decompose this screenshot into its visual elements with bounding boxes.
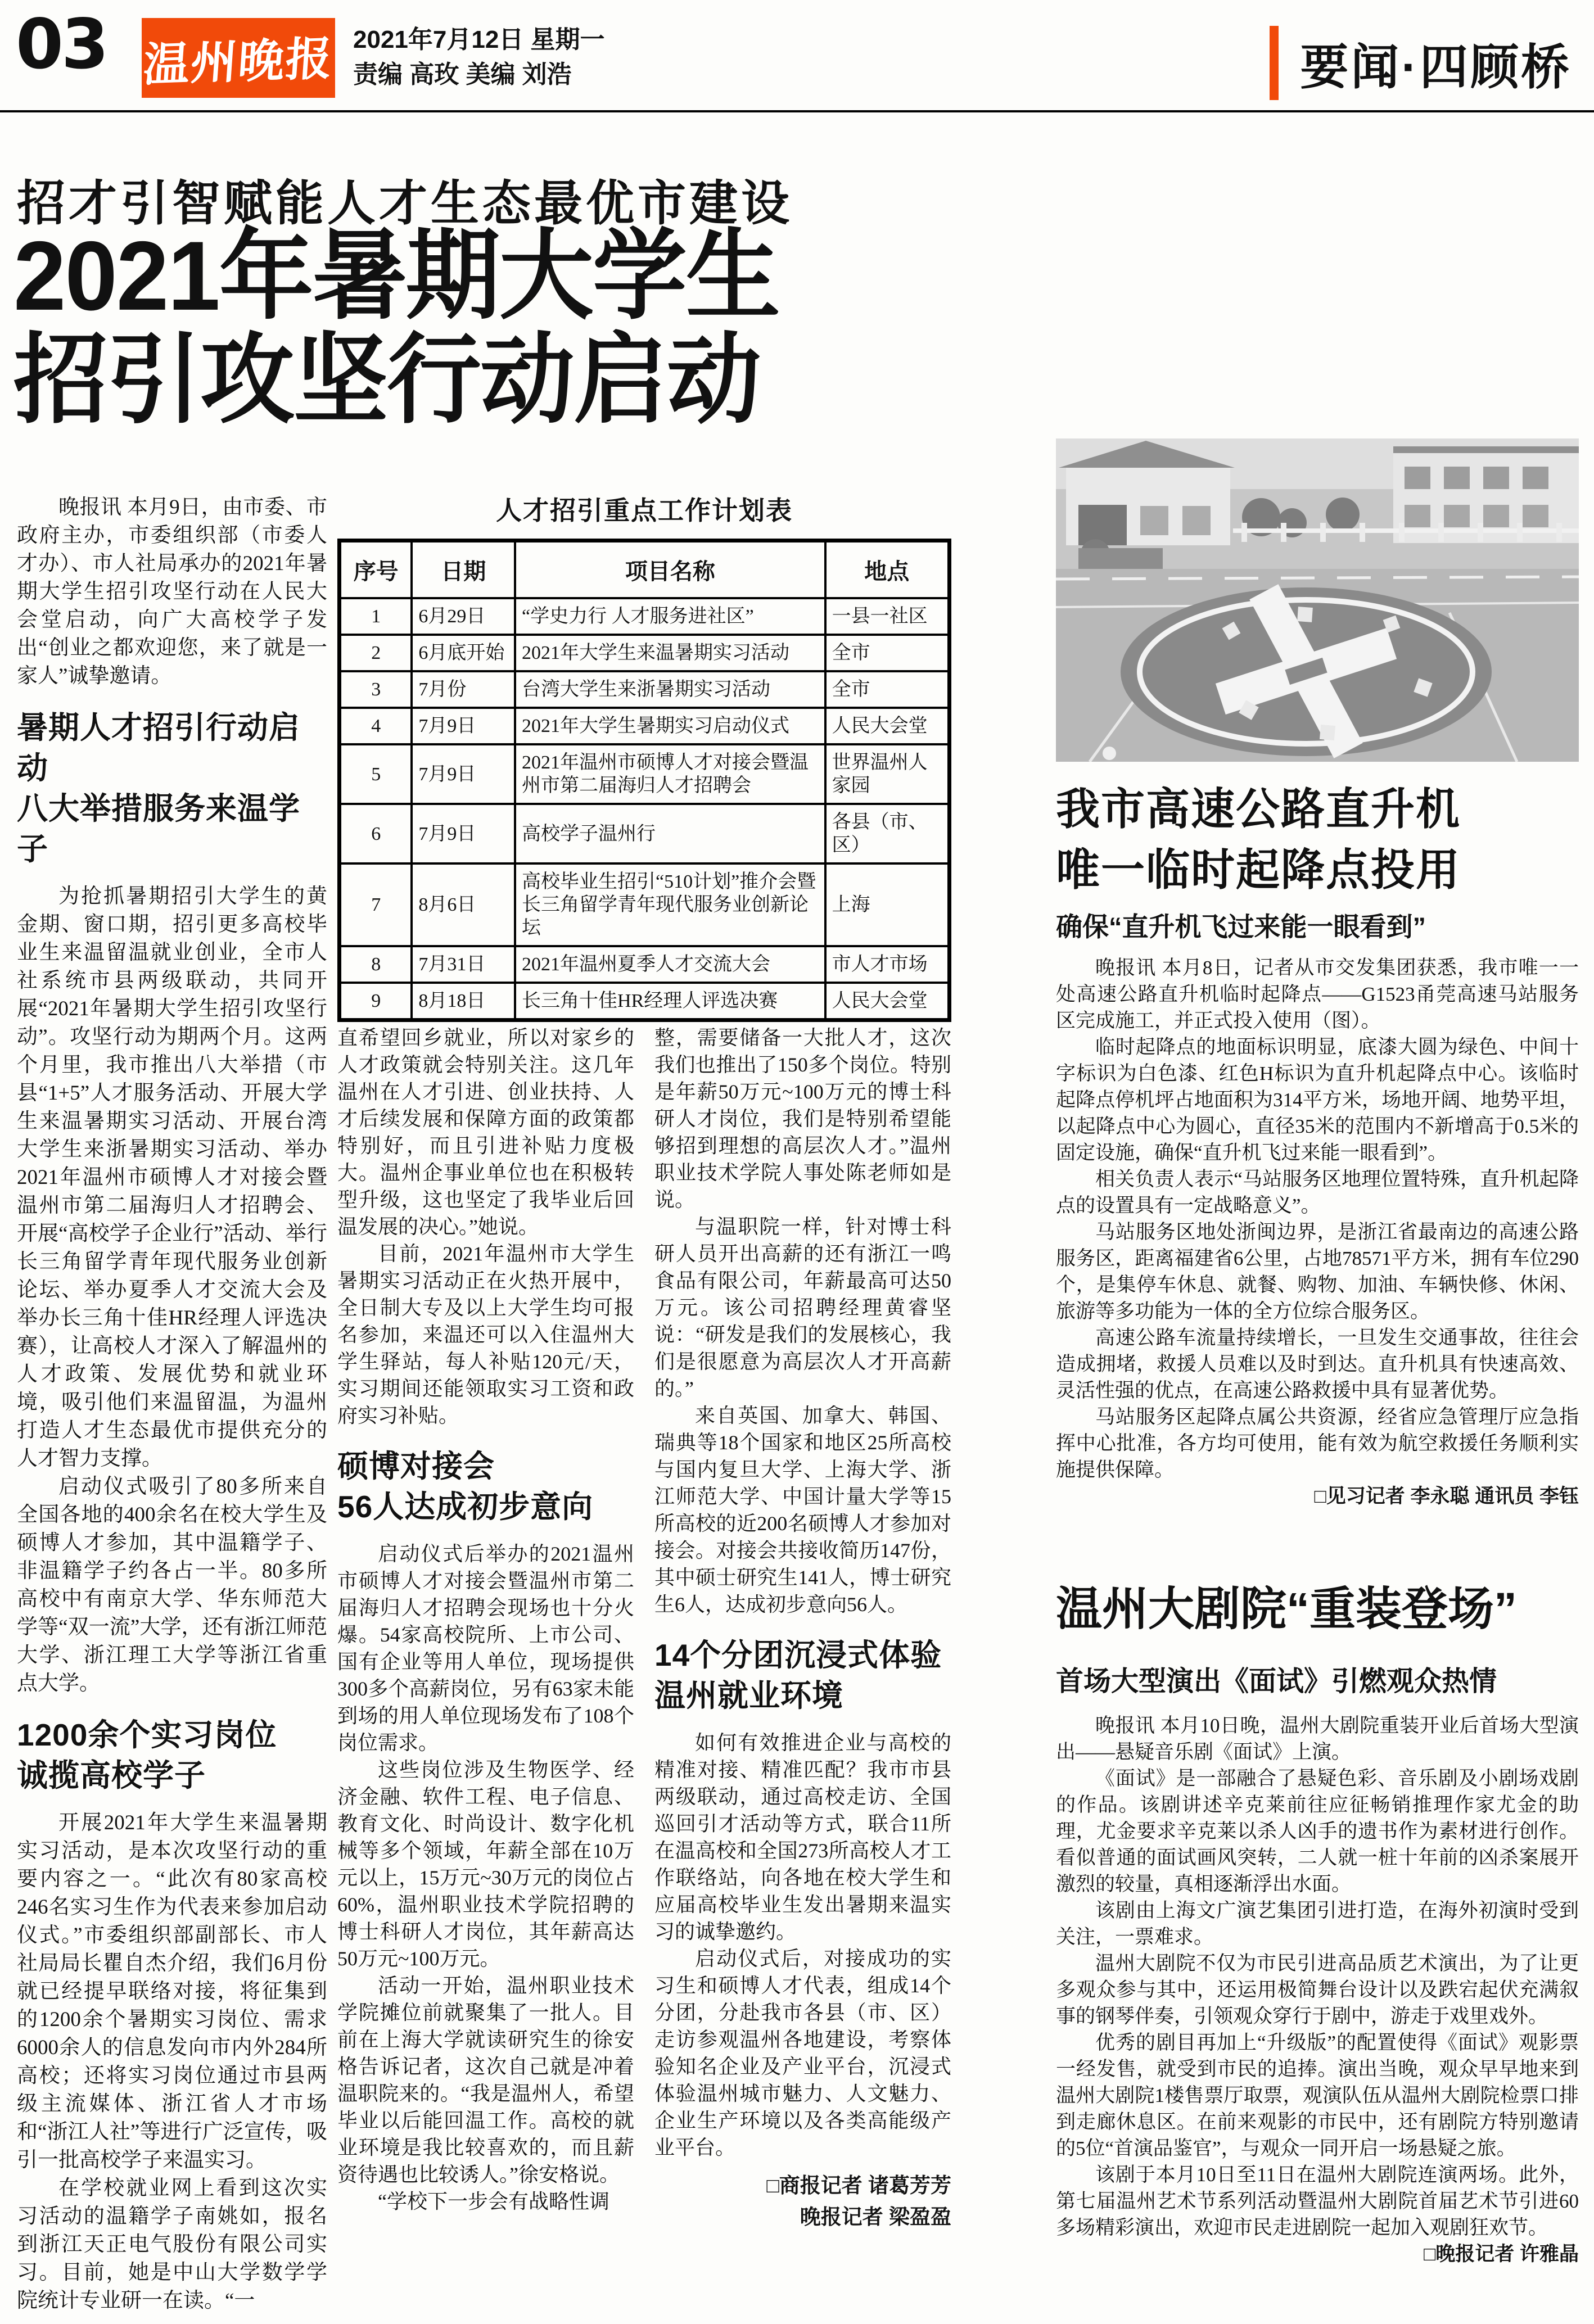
date-text: 2021年7月12日 星期一 <box>353 26 605 53</box>
plan-table-header <box>340 541 950 599</box>
table-cell: 高校毕业生招引“510计划”推介会暨长三角留学青年现代服务业创新论坛 <box>515 863 825 946</box>
theater-article-subhead: 首场大型演出《面试》引燃观众热情 <box>1056 1666 1497 1697</box>
page-number: 03 <box>16 4 107 84</box>
lead-headline-line1: 2021年暑期大学生 <box>13 220 779 331</box>
paragraph: 这些岗位涉及生物医学、经济金融、软件工程、电子信息、教育文化、时尚设计、数字化机械等多个领域，年薪全部在10万元以上，15万元~30万元的岗位占60%，温州职业技术学院招聘的博士科研人才岗位，其年薪高达50万元~100万元。 <box>337 1758 634 1970</box>
paragraph: 来自英国、加拿大、韩国、瑞典等18个国家和地区25所高校与国内复旦大学、上海大学、浙江师范大学、中国计量大学等15所高校的近200名硕博人才参加对接会。对接会共接收简历147份，其中硕士研究生141人，博士研究生6人，达成初步意向56人。 <box>654 1404 951 1616</box>
table-cell: 各县（市、区） <box>825 804 950 863</box>
table-row <box>340 598 950 635</box>
table-cell: 台湾大学生来浙暑期实习活动 <box>515 671 825 708</box>
heli-article-subhead: 确保“直升机飞过来能一眼看到” <box>1056 912 1426 942</box>
lead-column-3 <box>654 1024 951 2315</box>
column-header-name: 项目名称 <box>515 541 825 599</box>
helipad-photo <box>1056 438 1579 762</box>
table-cell: 人民大会堂 <box>825 983 950 1020</box>
paragraph: 晚报讯 本月8日，记者从市交发集团获悉，我市唯一一处高速公路直升机临时起降点——G1523甬莞高速马站服务区完成施工，并正式投入使用（图）。 <box>1056 957 1579 1032</box>
lead-subhead-2: 1200余个实习岗位 诚揽高校学子 <box>17 1717 277 1793</box>
lead-column-2 <box>337 1024 634 2315</box>
column-header-no: 序号 <box>340 541 412 599</box>
table-cell: 7月9日 <box>412 708 515 744</box>
table-cell: 1 <box>340 598 412 635</box>
table-row <box>340 804 950 863</box>
lead-kicker: 招才引智赋能人才生态最优市建设 <box>17 177 793 230</box>
table-cell: 全市 <box>825 671 950 708</box>
paragraph: 直希望回乡就业，所以对家乡的人才政策就会特别关注。这几年温州在人才引进、创业扶持、人才后续发展和保障方面的政策都特别好，而且引进补贴力度极大。温州企事业单位也在积极转型升级，这也坚定了我毕业后回温发展的决心。”她说。 <box>337 1027 634 1238</box>
table-cell: 8 <box>340 946 412 983</box>
paragraph: 临时起降点的地面标识明显，底漆大圆为绿色、中间十字标识为白色漆、红色H标识为直升机起降点中心。该临时起降点停机坪占地面积为314平方米，场地开阔、地势平坦，以起降点中心为圆心，直径35米的范围内不新增高于0.5米的固定设施，确保“直升机飞过来能一眼看到”。 <box>1056 1036 1579 1164</box>
table-cell: 9 <box>340 983 412 1020</box>
paragraph: 启动仪式吸引了80多所来自全国各地的400余名在校大学生及硕博人才参加，其中温籍学子、非温籍学子约各占一半。80多所高校中有南京大学、华东师范大学等“双一流”大学，还有浙江师范大学、浙江理工大学等浙江省重点大学。 <box>17 1475 327 1695</box>
editors-text: 责编 高玫 美编 刘浩 <box>353 61 572 88</box>
column-header-place: 地点 <box>825 541 950 599</box>
table-cell: 7月31日 <box>412 946 515 983</box>
table-cell: 8月6日 <box>412 863 515 946</box>
paragraph: 启动仪式后，对接成功的实习生和硕博人才代表，组成14个分团，分赴我市各县（市、区）走访参观温州各地建设，考察体验知名企业及产业平台，沉浸式体验温州城市魅力、人文魅力、企业生产环境以及各类高能级产业平台。 <box>654 1947 951 2159</box>
table-cell: 上海 <box>825 863 950 946</box>
table-cell: “学史力行 人才服务进社区” <box>515 598 825 635</box>
paragraph: 为抢抓暑期招引大学生的黄金期、窗口期，招引更多高校毕业生来温留温就业创业，全市人社系统市县两级联动，共同开展“2021年暑期大学生招引攻坚行动”。攻坚行动为期两个月。这两个月里，我市推出八大举措（市县“1+5”人才服务活动、开展大学生来温暑期实习活动、开展台湾大学生来浙暑期实习活动、举办2021年温州市硕博人才对接会暨温州市第二届海归人才招聘会、开展“高校学子企业行”活动、举行长三角留学青年现代服务业创新论坛、举办夏季人才交流大会及举办长三角十佳HR经理人评选决赛），让高校人才深入了解温州的人才政策、发展优势和就业环境，吸引他们来温留温，为温州打造人才生态最优市提供充分的人才智力支撑。 <box>17 885 327 1470</box>
paragraph: 马站服务区地处浙闽边界，是浙江省最南边的高速公路服务区，距离福建省6公里，占地78571平方米，拥有车位290个，是集停车休息、就餐、购物、加油、车辆快修、休闲、旅游等多功能为一体的全方位综合服务区。 <box>1056 1221 1579 1322</box>
paragraph: 整，需要储备一大批人才，这次我们也推出了150多个岗位。特别是年薪50万元~100万元的博士科研人才岗位，我们是特别希望能够招到理想的高层次人才。”温州职业技术学院人事处陈老师如是说。 <box>654 1027 951 1211</box>
table-cell: 一县一社区 <box>825 598 950 635</box>
table-cell: 6月底开始 <box>412 635 515 671</box>
table-cell: 长三角十佳HR经理人评选决赛 <box>515 983 825 1020</box>
paragraph: 优秀的剧目再加上“升级版”的配置使得《面试》观影票一经发售，就受到市民的追捧。演出当晚，观众早早地来到温州大剧院1楼售票厅取票，观演队伍从温州大剧院检票口排到走廊休息区。在前来观影的市民中，还有剧院方特别邀请的5位“首演品鉴官”，与观众一同开启一场悬疑之旅。 <box>1056 2032 1579 2159</box>
table-cell: 2021年温州市硕博人才对接会暨温州市第二届海归人才招聘会 <box>515 744 825 804</box>
table-cell: 高校学子温州行 <box>515 804 825 863</box>
paragraph: 开展2021年大学生来温暑期实习活动，是本次攻坚行动的重要内容之一。“此次有80家高校246名实习生作为代表来参加启动仪式。”市委组织部副部长、市人社局局长瞿自杰介绍，我们6月份就已经提早联络对接，将征集到的1200余个暑期实习岗位、需求6000余人的信息发向市内外284所高校；还将实习岗位通过市县两级主流媒体、浙江省人才市场和“浙江人社”等进行广泛宣传，吸引一批高校学子来温实习。 <box>17 1811 327 2172</box>
lead-subhead-3: 硕博对接会 56人达成初步意向 <box>337 1449 594 1524</box>
table-cell: 4 <box>340 708 412 744</box>
table-cell: 全市 <box>825 635 950 671</box>
paragraph: 与温职院一样，针对博士科研人员开出高薪的还有浙江一鸣食品有限公司，年薪最高可达50万元。该公司招聘经理黄睿坚说：“研发是我们的发展核心，我们是很愿意为高层次人才开高薪的。” <box>654 1215 951 1400</box>
heli-article-headline: 我市高速公路直升机 唯一临时起降点投用 <box>1056 784 1461 894</box>
paragraph: 晚报讯 本月10日晚，温州大剧院重装开业后首场大型演出——悬疑音乐剧《面试》上演。 <box>1056 1715 1579 1763</box>
paragraph: 相关负责人表示“马站服务区地理位置特殊，直升机起降点的设置具有一定战略意义”。 <box>1056 1168 1579 1217</box>
lead-byline: □商报记者 诸葛芳芳 晚报记者 梁盈盈 <box>766 2174 951 2228</box>
paragraph: 晚报讯 本月9日，由市委、市政府主办，市委组织部（市委人才办）、市人社局承办的2021年暑期大学生招引攻坚行动在人民大会堂启动，向广大高校学子发出“创业之都欢迎您，来了就是一家人”诚挚邀请。 <box>17 496 327 688</box>
right-column <box>1056 0 1579 2324</box>
paragraph: 马站服务区起降点属公共资源，经省应急管理厅应急指挥中心批准，各方均可使用，能有效为航空救援任务顺利实施提供保障。 <box>1056 1406 1579 1481</box>
heli-byline: □见习记者 李永聪 通讯员 李钰 <box>1314 1485 1579 1507</box>
lead-subhead-1: 暑期人才招引行动启动 八大举措服务来温学子 <box>17 710 301 866</box>
table-cell: 7月9日 <box>412 744 515 804</box>
table-cell: 6 <box>340 804 412 863</box>
table-cell: 7月9日 <box>412 804 515 863</box>
photo-worker-hat <box>1103 747 1116 760</box>
dateline <box>353 22 605 92</box>
table-cell: 8月18日 <box>412 983 515 1020</box>
table-cell: 2021年温州夏季人才交流大会 <box>515 946 825 983</box>
paragraph: 高速公路车流量持续增长，一旦发生交通事故，往往会造成拥堵，救援人员难以及时到达。直升机具有快速高效、灵活性强的优点，在高速公路救援中具有显著优势。 <box>1056 1327 1579 1401</box>
lead-headline <box>13 220 779 435</box>
paragraph: 温州大剧院不仅为市民引进高品质艺术演出，为了让更多观众参与其中，还运用极简舞台设计以及跌宕起伏充满叙事的钢琴伴奏，引领观众穿行于剧中，游走于戏里戏外。 <box>1056 1952 1579 2027</box>
plan-table-body <box>340 598 950 1020</box>
table-row <box>340 946 950 983</box>
section-title: 要闻·四顾桥 <box>1300 40 1572 94</box>
heli-article-body <box>1056 955 1579 1550</box>
paragraph: 活动一开始，温州职业技术学院摊位前就聚集了一批人。目前在上海大学就读研究生的徐安格告诉记者，这次自己就是冲着温职院来的。“我是温州人，希望毕业以后能回温工作。高校的就业环境是我比较喜欢的，而且薪资待遇也比较诱人。”徐安格说。 <box>337 1974 634 2186</box>
lead-subhead-4: 14个分团沉浸式体验 温州就业环境 <box>654 1638 942 1713</box>
paragraph: 启动仪式后举办的2021温州市硕博人才对接会暨温州市第二届海归人才招聘会现场也十分火爆。54家高校院所、上市公司、国有企业等用人单位，现场提供300多个高薪岗位，另有63家未能到场的用人单位现场发布了108个岗位需求。 <box>337 1543 634 1754</box>
table-cell: 5 <box>340 744 412 804</box>
plan-table <box>337 539 951 1022</box>
lead-headline-line2: 招引攻坚行动启动 <box>13 324 760 435</box>
table-row <box>340 671 950 708</box>
newspaper-logo-text: 温州晚报 <box>141 33 335 91</box>
plan-table-title: 人才招引重点工作计划表 <box>496 496 793 525</box>
table-cell: 2021年大学生来温暑期实习活动 <box>515 635 825 671</box>
newspaper-logo <box>142 18 335 98</box>
plan-table-block <box>337 490 951 1022</box>
table-cell: 7月份 <box>412 671 515 708</box>
table-cell: 人民大会堂 <box>825 708 950 744</box>
paragraph: 该剧由上海文广演艺集团引进打造，在海外初演时受到关注，一票难求。 <box>1056 1900 1579 1948</box>
paragraph: “学校下一步会有战略性调 <box>378 2190 609 2213</box>
table-cell: 市人才市场 <box>825 946 950 983</box>
paragraph: 在学校就业网上看到这次实习活动的温籍学子南姚如，报名到浙江天正电气股份有限公司实习。目前，她是中山大学数学学院统计专业研一在读。“一 <box>17 2177 327 2312</box>
theater-article-body <box>1056 1712 1579 2315</box>
paragraph: 如何有效推进企业与高校的精准对接、精准匹配？我市市县两级联动，通过高校走访、全国巡回引才活动等方式，联合11所在温高校和全国273所高校人才工作联络站，向各地在校大学生和应届高校毕业生发出暑期来温实习的诚挚邀约。 <box>654 1731 951 1943</box>
lead-column-1 <box>17 494 327 2315</box>
paragraph: 目前，2021年温州市大学生暑期实习活动正在火热开展中，全日制大专及以上大学生均可报名参加，来温还可以入住温州大学生驿站，每人补贴120元/天，实习期间还能领取实习工资和政府实习补贴。 <box>337 1242 634 1427</box>
table-row <box>340 744 950 804</box>
table-row <box>340 635 950 671</box>
table-cell: 2021年大学生暑期实习启动仪式 <box>515 708 825 744</box>
table-cell: 2 <box>340 635 412 671</box>
theater-article-headline: 温州大剧院“重装登场” <box>1056 1584 1518 1635</box>
table-cell: 6月29日 <box>412 598 515 635</box>
table-row <box>340 708 950 744</box>
table-cell: 世界温州人家园 <box>825 744 950 804</box>
table-cell: 7 <box>340 863 412 946</box>
column-header-date: 日期 <box>412 541 515 599</box>
table-row <box>340 863 950 946</box>
paragraph: 《面试》是一部融合了悬疑色彩、音乐剧及小剧场戏剧的作品。该剧讲述辛克莱前往应征畅销推理作家尤金的助理，尤金要求辛克莱以杀人凶手的遗书作为素材进行创作。看似普通的面试画风突转，二人就一桩十年前的凶杀案展开激烈的较量，真相逐渐浮出水面。 <box>1056 1767 1579 1895</box>
table-cell: 3 <box>340 671 412 708</box>
paragraph: 该剧于本月10日至11日在温州大剧院连演两场。此外，第七届温州艺术节系列活动暨温州大剧院首届艺术节引进60多场精彩演出，欢迎市民走进剧院一起加入观剧狂欢节。 <box>1056 2164 1579 2239</box>
table-row <box>340 983 950 1020</box>
theater-byline: □晚报记者 许雅晶 <box>1424 2243 1579 2265</box>
